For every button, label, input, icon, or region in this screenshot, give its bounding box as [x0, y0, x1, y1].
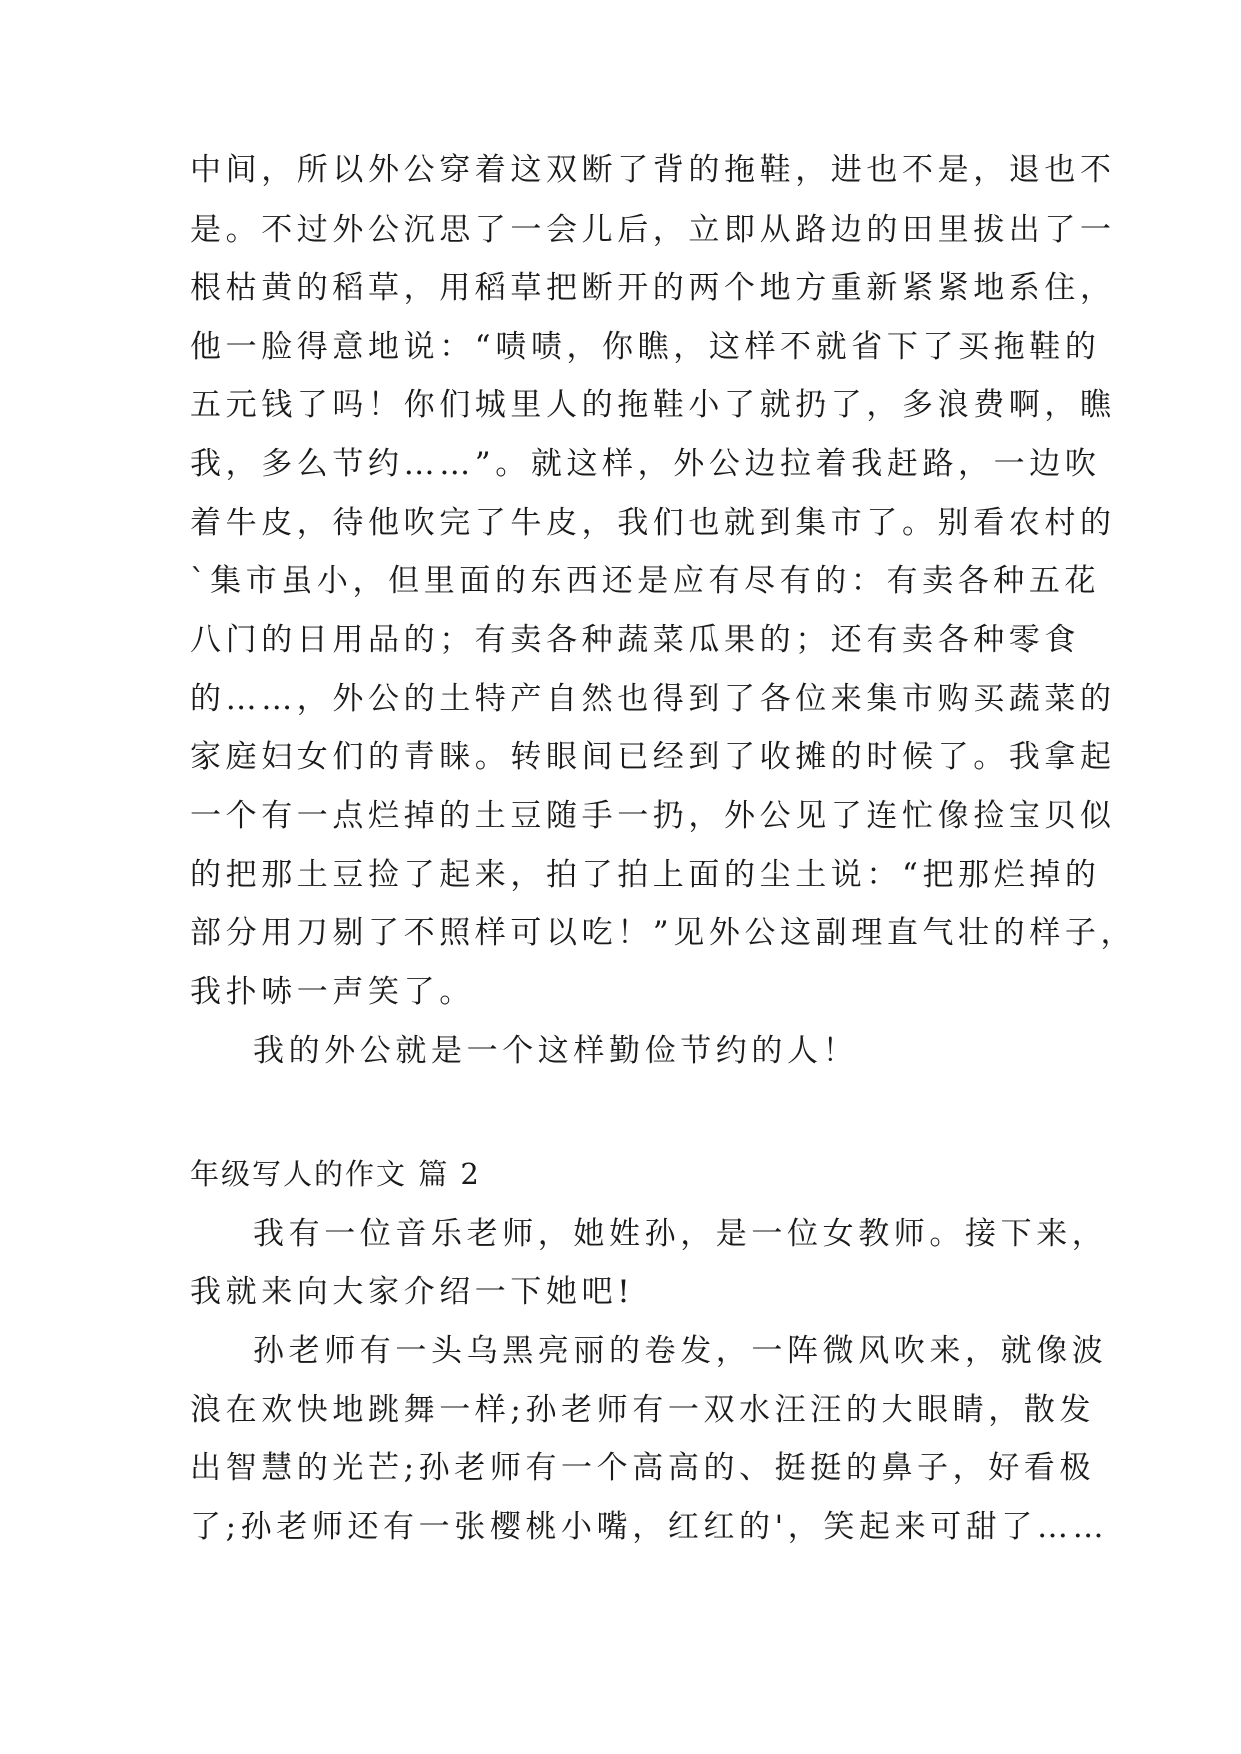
text-line: 出智慧的光芒;孙老师有一个高高的、挺挺的鼻子，好看极 [190, 1450, 1096, 1486]
text-line: 部分用刀剔了不照样可以吃！”见外公这副理直气壮的样子， [190, 915, 1137, 951]
text-line: 浪在欢快地跳舞一样;孙老师有一双水汪汪的大眼睛，散发 [190, 1392, 1096, 1428]
text-line: 八门的日用品的；有卖各种蔬菜瓜果的；还有卖各种零食 [190, 622, 1080, 658]
text-line: 我扑哧一声笑了。 [190, 974, 475, 1010]
text-line: 的把那土豆捡了起来，拍了拍上面的尘土说：“把那烂掉的 [190, 857, 1101, 893]
text-line: 我有一位音乐老师，她姓孙，是一位女教师。接下来， [253, 1216, 1108, 1252]
closing-sentence: 我的外公就是一个这样勤俭节约的人！ [253, 1033, 859, 1069]
text-line: 家庭妇女们的青睐。转眼间已经到了收摊的时候了。我拿起 [190, 739, 1116, 775]
text-line: 着牛皮，待他吹完了牛皮，我们也就到集市了。别看农村的 [190, 505, 1116, 541]
text-line: 是。不过外公沉思了一会儿后，立即从路边的田里拔出了一 [190, 212, 1116, 248]
text-line: 孙老师有一头乌黑亮丽的卷发，一阵微风吹来，就像波 [253, 1333, 1108, 1369]
text-line: 五元钱了吗！你们城里人的拖鞋小了就扔了，多浪费啊，瞧 [190, 387, 1116, 423]
text-line: 根枯黄的稻草，用稻草把断开的两个地方重新紧紧地系住， [190, 270, 1116, 306]
text-line: 的……，外公的土特产自然也得到了各位来集市购买蔬菜的 [190, 681, 1116, 717]
text-line: 了;孙老师还有一张樱桃小嘴，红红的'，笑起来可甜了…… [190, 1509, 1109, 1545]
text-line: `集市虽小，但里面的东西还是应有尽有的：有卖各种五花 [190, 563, 1101, 599]
text-line: 我就来向大家介绍一下她吧! [190, 1274, 635, 1310]
text-line: 中间，所以外公穿着这双断了背的拖鞋，进也不是，退也不 [190, 152, 1116, 188]
section-heading: 年级写人的作文 篇 2 [190, 1157, 481, 1191]
text-line: 我，多么节约……”。就这样，外公边拉着我赶路，一边吹 [190, 446, 1101, 482]
text-line: 他一脸得意地说：“啧啧，你瞧，这样不就省下了买拖鞋的 [190, 329, 1101, 365]
text-line: 一个有一点烂掉的土豆随手一扔，外公见了连忙像捡宝贝似 [190, 798, 1116, 834]
